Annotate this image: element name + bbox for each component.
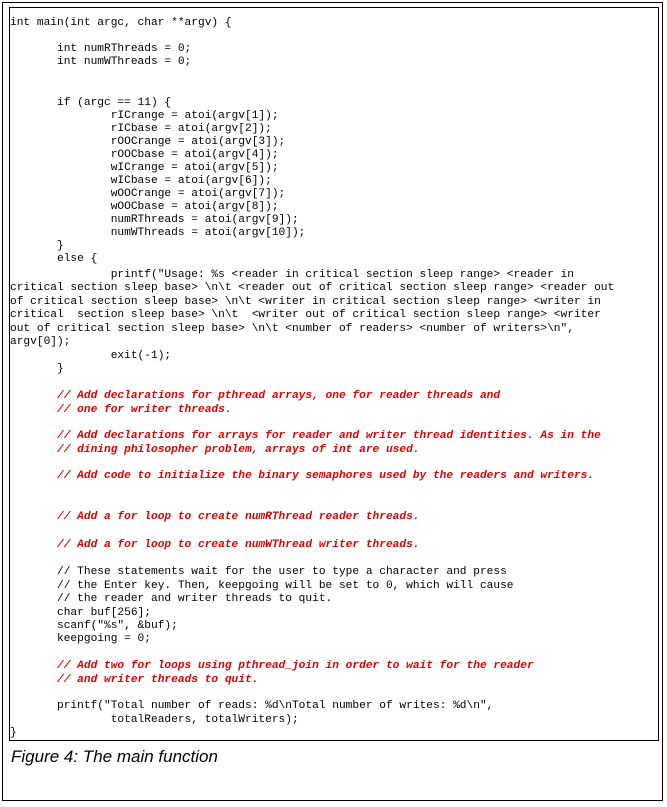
code-line: // the reader and writer threads to quit. bbox=[10, 593, 333, 605]
code-comment-todo: // Add code to initialize the binary semaphores used by the readers and writers. bbox=[10, 470, 595, 482]
code-comment-todo: // and writer threads to quit. bbox=[10, 674, 259, 686]
code-line: wICbase = atoi(argv[6]); bbox=[10, 175, 272, 187]
code-line: critical section sleep base> \n\t <reader out of critical section sleep range> <reader out bbox=[10, 282, 615, 294]
code-line: out of critical section sleep base> \n\t <number of readers> <number of writers>\n", bbox=[10, 323, 574, 335]
code-line: critical section sleep base> \n\t <writer out of critical section sleep range> <writer bbox=[10, 309, 601, 321]
code-comment-todo: // Add declarations for arrays for reader and writer thread identities. As in the bbox=[10, 430, 601, 442]
figure-caption: Figure 4: The main function bbox=[11, 747, 218, 766]
code-line: argv[0]); bbox=[10, 336, 71, 348]
code-line: // These statements wait for the user to type a character and press bbox=[10, 566, 507, 578]
code-line: rOOCbase = atoi(argv[4]); bbox=[10, 149, 279, 161]
code-line: numRThreads = atoi(argv[9]); bbox=[10, 214, 299, 226]
code-line: of critical section sleep base> \n\t <writer in critical section sleep range> <writer in bbox=[10, 296, 601, 308]
code-line: int numRThreads = 0; bbox=[10, 43, 192, 55]
code-line: if (argc == 11) { bbox=[10, 97, 172, 109]
code-line: printf("Total number of reads: %d\nTotal number of writes: %d\n", bbox=[10, 700, 494, 712]
code-line: int main(int argc, char **argv) { bbox=[10, 17, 232, 29]
code-line: // the Enter key. Then, keepgoing will be set to 0, which will cause bbox=[10, 580, 514, 592]
code-comment-todo: // dining philosopher problem, arrays of int are used. bbox=[10, 444, 420, 456]
code-line: rICrange = atoi(argv[1]); bbox=[10, 110, 279, 122]
code-comment-todo: // Add two for loops using pthread_join in order to wait for the reader bbox=[10, 660, 534, 672]
code-comment-todo: // Add a for loop to create numRThread reader threads. bbox=[10, 511, 420, 523]
code-line: exit(-1); bbox=[10, 350, 172, 362]
code-line: numWThreads = atoi(argv[10]); bbox=[10, 227, 306, 239]
code-listing bbox=[9, 7, 659, 741]
code-line: wOOCbase = atoi(argv[8]); bbox=[10, 201, 279, 213]
code-comment-todo: // Add declarations for pthread arrays, one for reader threads and bbox=[10, 390, 501, 402]
code-line: else { bbox=[10, 253, 98, 265]
code-line: rICbase = atoi(argv[2]); bbox=[10, 123, 272, 135]
code-line: scanf("%s", &buf); bbox=[10, 620, 178, 632]
code-line: } bbox=[10, 727, 17, 739]
code-line: keepgoing = 0; bbox=[10, 633, 151, 645]
code-line: wICrange = atoi(argv[5]); bbox=[10, 162, 279, 174]
figure-frame bbox=[2, 2, 663, 801]
code-comment-todo: // one for writer threads. bbox=[10, 404, 232, 416]
code-comment-todo: // Add a for loop to create numWThread writer threads. bbox=[10, 539, 420, 551]
code-line: } bbox=[10, 240, 64, 252]
code-line: int numWThreads = 0; bbox=[10, 56, 192, 68]
code-line: printf("Usage: %s <reader in critical section sleep range> <reader in bbox=[10, 269, 574, 281]
code-line: wOOCrange = atoi(argv[7]); bbox=[10, 188, 286, 200]
code-line: totalReaders, totalWriters); bbox=[10, 714, 299, 726]
code-line: char buf[256]; bbox=[10, 607, 151, 619]
code-line: } bbox=[10, 363, 64, 375]
code-line: rOOCrange = atoi(argv[3]); bbox=[10, 136, 286, 148]
